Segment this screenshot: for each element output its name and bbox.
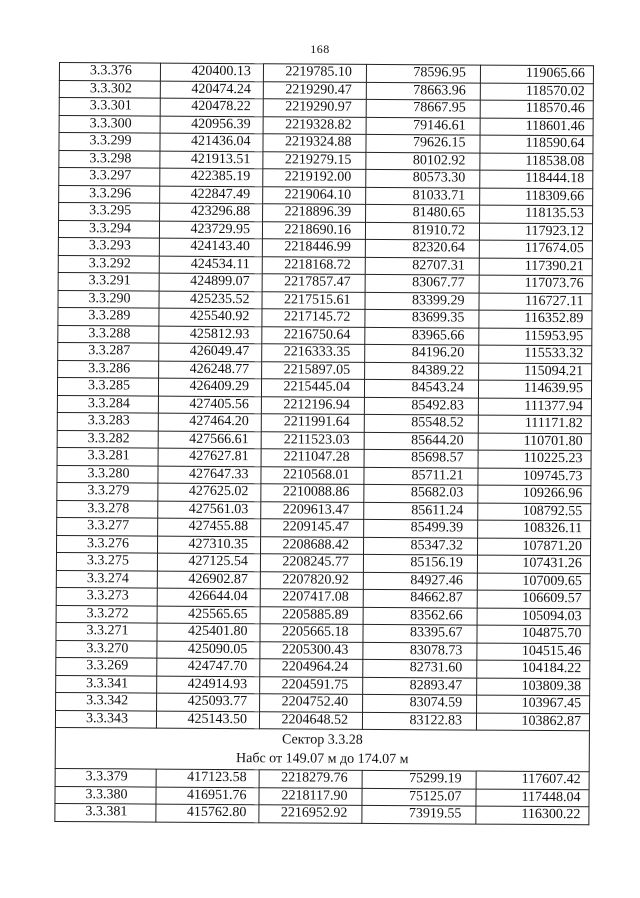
coord-x2-cell: 83399.29 [365, 292, 479, 310]
coord-y2-cell: 118309.66 [480, 188, 593, 206]
coord-y2-cell: 117073.76 [479, 275, 592, 293]
coordinates-table [54, 62, 594, 825]
coord-x2-cell: 79626.15 [366, 134, 480, 152]
coord-x-cell: 416951.76 [156, 787, 259, 805]
coord-y-cell: 2218896.39 [263, 204, 366, 222]
coord-y2-cell: 118570.02 [480, 83, 593, 101]
coord-y2-cell: 115094.21 [479, 363, 592, 381]
coord-y-cell: 2219279.15 [263, 151, 366, 169]
coord-y2-cell: 115533.32 [479, 345, 592, 363]
coord-x-cell: 425540.92 [159, 308, 262, 326]
coord-x-cell: 427647.33 [158, 466, 261, 484]
coord-y2-cell: 103862.87 [476, 713, 589, 731]
coord-y-cell: 2204591.75 [260, 676, 363, 694]
coord-x2-cell: 84662.87 [363, 589, 477, 607]
coord-x2-cell: 85347.32 [363, 537, 477, 555]
point-id-cell: 3.3.341 [56, 675, 157, 693]
coord-y2-cell: 116300.22 [476, 806, 589, 824]
point-id-cell: 3.3.301 [59, 98, 160, 116]
coord-y-cell: 2219192.00 [263, 169, 366, 187]
coord-x-cell: 426902.87 [157, 571, 260, 589]
coord-x-cell: 427561.03 [158, 501, 261, 519]
coord-y-cell: 2211991.64 [261, 414, 364, 432]
coord-y-cell: 2218690.16 [262, 221, 365, 239]
point-id-cell: 3.3.274 [56, 570, 157, 588]
coord-x-cell: 425143.50 [156, 711, 259, 729]
coord-x2-cell: 83965.66 [365, 327, 479, 345]
coord-x-cell: 425093.77 [157, 693, 260, 711]
coord-y2-cell: 117674.05 [479, 240, 592, 258]
coord-y-cell: 2205300.43 [260, 641, 363, 659]
point-id-cell: 3.3.343 [55, 710, 156, 728]
coord-y2-cell: 119065.66 [480, 65, 593, 83]
coord-x-cell: 420474.24 [160, 81, 263, 99]
point-id-cell: 3.3.284 [57, 395, 158, 413]
coord-x-cell: 426409.29 [158, 378, 261, 396]
coord-y-cell: 2204752.40 [260, 694, 363, 712]
coord-y2-cell: 103967.45 [477, 695, 590, 713]
coord-y2-cell: 111377.94 [478, 398, 591, 416]
coord-y-cell: 2219328.82 [263, 116, 366, 134]
page-number: 168 [310, 42, 330, 56]
coord-y-cell: 2204648.52 [259, 711, 362, 729]
coord-y-cell: 2211047.28 [261, 449, 364, 467]
coord-y2-cell: 118570.46 [480, 100, 593, 118]
coord-x2-cell: 83067.77 [365, 274, 479, 292]
coord-x2-cell: 85156.19 [363, 554, 477, 572]
coord-x-cell: 425235.52 [159, 291, 262, 309]
point-id-cell: 3.3.286 [58, 360, 159, 378]
coord-x2-cell: 85698.57 [364, 449, 478, 467]
point-id-cell: 3.3.380 [55, 786, 156, 804]
coord-y-cell: 2216333.35 [262, 344, 365, 362]
coord-y2-cell: 109266.96 [478, 485, 591, 503]
coord-x2-cell: 78663.96 [366, 82, 480, 100]
coord-x2-cell: 83562.66 [363, 607, 477, 625]
coord-x-cell: 427405.56 [158, 396, 261, 414]
coord-x2-cell: 85644.20 [364, 432, 478, 450]
point-id-cell: 3.3.281 [57, 447, 158, 465]
point-id-cell: 3.3.273 [56, 587, 157, 605]
point-id-cell: 3.3.275 [56, 552, 157, 570]
coord-x2-cell: 78596.95 [366, 64, 480, 82]
coord-x2-cell: 83395.67 [363, 624, 477, 642]
coord-y2-cell: 115953.95 [479, 328, 592, 346]
coord-x2-cell: 83078.73 [363, 642, 477, 660]
coord-x2-cell: 80573.30 [366, 169, 480, 187]
section-subtitle: Набс от 149.07 м до 174.07 м [235, 751, 409, 768]
coord-y2-cell: 116352.89 [479, 310, 592, 328]
coord-x2-cell: 85492.83 [364, 397, 478, 415]
coord-x-cell: 420478.22 [160, 98, 263, 116]
table-row [55, 803, 589, 824]
section-header-group [55, 727, 589, 771]
coord-x-cell: 427125.54 [157, 553, 260, 571]
coord-x-cell: 427310.35 [158, 536, 261, 554]
coord-y-cell: 2204964.24 [260, 659, 363, 677]
coord-x2-cell: 78667.95 [366, 99, 480, 117]
coord-y2-cell: 103809.38 [477, 678, 590, 696]
coord-y-cell: 2219064.10 [263, 186, 366, 204]
point-id-cell: 3.3.376 [59, 63, 160, 81]
point-id-cell: 3.3.282 [57, 430, 158, 448]
coord-y2-cell: 118601.46 [480, 118, 593, 136]
coord-y2-cell: 118590.64 [480, 135, 593, 153]
coord-x2-cell: 81910.72 [365, 222, 479, 240]
point-id-cell: 3.3.297 [59, 168, 160, 186]
point-id-cell: 3.3.288 [58, 325, 159, 343]
coord-x-cell: 424747.70 [157, 658, 260, 676]
coord-x2-cell: 75299.19 [362, 770, 476, 788]
point-id-cell: 3.3.289 [58, 307, 159, 325]
coord-y-cell: 2217857.47 [262, 274, 365, 292]
coord-x2-cell: 85611.24 [364, 502, 478, 520]
coord-y-cell: 2215445.04 [261, 379, 364, 397]
point-id-cell: 3.3.277 [57, 517, 158, 535]
point-id-cell: 3.3.271 [56, 622, 157, 640]
coord-y2-cell: 109745.73 [478, 468, 591, 486]
point-id-cell: 3.3.290 [58, 290, 159, 308]
point-id-cell: 3.3.342 [56, 692, 157, 710]
coord-y2-cell: 111171.82 [478, 415, 591, 433]
coord-y-cell: 2216952.92 [259, 805, 362, 823]
section-title: Сектор 3.3.28 [281, 732, 363, 748]
coord-x2-cell: 82320.64 [365, 239, 479, 257]
table-body-bottom [55, 768, 589, 824]
coord-x-cell: 427464.20 [158, 413, 261, 431]
coord-y2-cell: 117390.21 [479, 258, 592, 276]
coord-x2-cell: 80102.92 [366, 152, 480, 170]
section-header-row [55, 727, 589, 771]
point-id-cell: 3.3.291 [58, 272, 159, 290]
coord-x2-cell: 83699.35 [365, 309, 479, 327]
coord-x-cell: 424143.40 [159, 238, 262, 256]
coord-x-cell: 424534.11 [159, 256, 262, 274]
coord-y-cell: 2219290.47 [263, 81, 366, 99]
coord-y-cell: 2210088.86 [261, 484, 364, 502]
coord-y-cell: 2208688.42 [260, 536, 363, 554]
coord-y-cell: 2212196.94 [261, 396, 364, 414]
point-id-cell: 3.3.272 [56, 605, 157, 623]
coord-x-cell: 425565.65 [157, 606, 260, 624]
coord-y2-cell: 118135.53 [480, 205, 593, 223]
coord-y-cell: 2218168.72 [262, 256, 365, 274]
coord-y-cell: 2209145.47 [261, 519, 364, 537]
coord-x-cell: 417123.58 [156, 769, 259, 787]
coord-x2-cell: 85711.21 [364, 467, 478, 485]
coord-x2-cell: 81033.71 [366, 187, 480, 205]
coord-x-cell: 423729.95 [159, 221, 262, 239]
coord-x2-cell: 84389.22 [365, 362, 479, 380]
coord-y2-cell: 114639.95 [478, 380, 591, 398]
coord-x2-cell: 84196.20 [365, 344, 479, 362]
coord-y2-cell: 104515.46 [477, 643, 590, 661]
point-id-cell: 3.3.293 [58, 237, 159, 255]
coord-y-cell: 2210568.01 [261, 466, 364, 484]
point-id-cell: 3.3.299 [59, 133, 160, 151]
coord-y-cell: 2208245.77 [260, 554, 363, 572]
coord-x2-cell: 82707.31 [365, 257, 479, 275]
coord-y2-cell: 106609.57 [477, 590, 590, 608]
coord-x-cell: 426248.77 [159, 361, 262, 379]
coord-x2-cell: 85499.39 [364, 519, 478, 537]
coord-x2-cell: 79146.61 [366, 117, 480, 135]
point-id-cell: 3.3.283 [57, 412, 158, 430]
coord-y-cell: 2205665.18 [260, 624, 363, 642]
coord-x2-cell: 84543.24 [364, 379, 478, 397]
point-id-cell: 3.3.270 [56, 640, 157, 658]
coord-y2-cell: 117448.04 [476, 789, 589, 807]
coord-x-cell: 425090.05 [157, 641, 260, 659]
coord-y-cell: 2219785.10 [263, 64, 366, 82]
point-id-cell: 3.3.379 [55, 768, 156, 786]
coord-y-cell: 2211523.03 [261, 431, 364, 449]
coord-x-cell: 424899.07 [159, 273, 262, 291]
section-header-cell [55, 727, 589, 771]
coord-y2-cell: 107431.26 [477, 555, 590, 573]
coord-x-cell: 421436.04 [160, 133, 263, 151]
coord-y-cell: 2207417.08 [260, 589, 363, 607]
coord-y2-cell: 118444.18 [480, 170, 593, 188]
coord-y-cell: 2215897.05 [262, 361, 365, 379]
coord-y2-cell: 117607.42 [476, 771, 589, 789]
coord-x2-cell: 75125.07 [362, 788, 476, 806]
coord-x2-cell: 82893.47 [363, 677, 477, 695]
coord-x2-cell: 85548.52 [364, 414, 478, 432]
coord-y2-cell: 107871.20 [477, 538, 590, 556]
coord-y2-cell: 110225.23 [478, 450, 591, 468]
coord-y2-cell: 108326.11 [478, 520, 591, 538]
coord-x-cell: 420400.13 [160, 63, 263, 81]
coord-y2-cell: 108792.55 [478, 503, 591, 521]
point-id-cell: 3.3.294 [58, 220, 159, 238]
coord-x-cell: 420956.39 [160, 116, 263, 134]
coord-y-cell: 2218117.90 [259, 787, 362, 805]
coord-x-cell: 423296.88 [160, 203, 263, 221]
coord-x-cell: 415762.80 [156, 804, 259, 822]
point-id-cell: 3.3.302 [59, 80, 160, 98]
coord-y2-cell: 116727.11 [479, 293, 592, 311]
coord-x-cell: 427566.61 [158, 431, 261, 449]
coord-x-cell: 426644.04 [157, 588, 260, 606]
coord-x-cell: 427625.02 [158, 483, 261, 501]
point-id-cell: 3.3.295 [59, 203, 160, 221]
coord-y2-cell: 104875.70 [477, 625, 590, 643]
coord-x2-cell: 85682.03 [364, 484, 478, 502]
coord-x-cell: 422847.49 [160, 186, 263, 204]
point-id-cell: 3.3.381 [55, 803, 156, 821]
coord-x-cell: 426049.47 [159, 343, 262, 361]
coord-x-cell: 425812.93 [159, 326, 262, 344]
coord-y-cell: 2217145.72 [262, 309, 365, 327]
point-id-cell: 3.3.278 [57, 500, 158, 518]
point-id-cell: 3.3.287 [58, 342, 159, 360]
coord-y-cell: 2217515.61 [262, 291, 365, 309]
point-id-cell: 3.3.269 [56, 657, 157, 675]
coord-y2-cell: 117923.12 [479, 223, 592, 241]
point-id-cell: 3.3.300 [59, 115, 160, 133]
point-id-cell: 3.3.298 [59, 150, 160, 168]
coord-x2-cell: 73919.55 [362, 805, 476, 823]
coord-y2-cell: 118538.08 [480, 153, 593, 171]
coord-y-cell: 2209613.47 [261, 501, 364, 519]
coord-x-cell: 427455.88 [158, 518, 261, 536]
coord-x-cell: 421913.51 [160, 151, 263, 169]
coord-y2-cell: 104184.22 [477, 660, 590, 678]
coord-x2-cell: 83122.83 [362, 712, 476, 730]
point-id-cell: 3.3.276 [57, 535, 158, 553]
coord-x2-cell: 84927.46 [363, 572, 477, 590]
coord-y2-cell: 105094.03 [477, 608, 590, 626]
coord-y-cell: 2218279.76 [259, 770, 362, 788]
coord-x-cell: 427627.81 [158, 448, 261, 466]
coord-y-cell: 2219324.88 [263, 134, 366, 152]
table-body-top [55, 63, 593, 731]
coord-x-cell: 422385.19 [160, 168, 263, 186]
point-id-cell: 3.3.279 [57, 482, 158, 500]
point-id-cell: 3.3.292 [58, 255, 159, 273]
coord-x2-cell: 82731.60 [363, 659, 477, 677]
coord-y2-cell: 107009.65 [477, 573, 590, 591]
coord-y-cell: 2205885.89 [260, 606, 363, 624]
coord-x-cell: 424914.93 [157, 676, 260, 694]
coord-y-cell: 2207820.92 [260, 571, 363, 589]
coord-y2-cell: 110701.80 [478, 433, 591, 451]
coord-x-cell: 425401.80 [157, 623, 260, 641]
point-id-cell: 3.3.296 [59, 185, 160, 203]
coord-y-cell: 2219290.97 [263, 99, 366, 117]
coord-x2-cell: 83074.59 [363, 694, 477, 712]
point-id-cell: 3.3.280 [57, 465, 158, 483]
coord-y-cell: 2216750.64 [262, 326, 365, 344]
point-id-cell: 3.3.285 [57, 377, 158, 395]
coord-x2-cell: 81480.65 [366, 204, 480, 222]
coord-y-cell: 2218446.99 [262, 239, 365, 257]
